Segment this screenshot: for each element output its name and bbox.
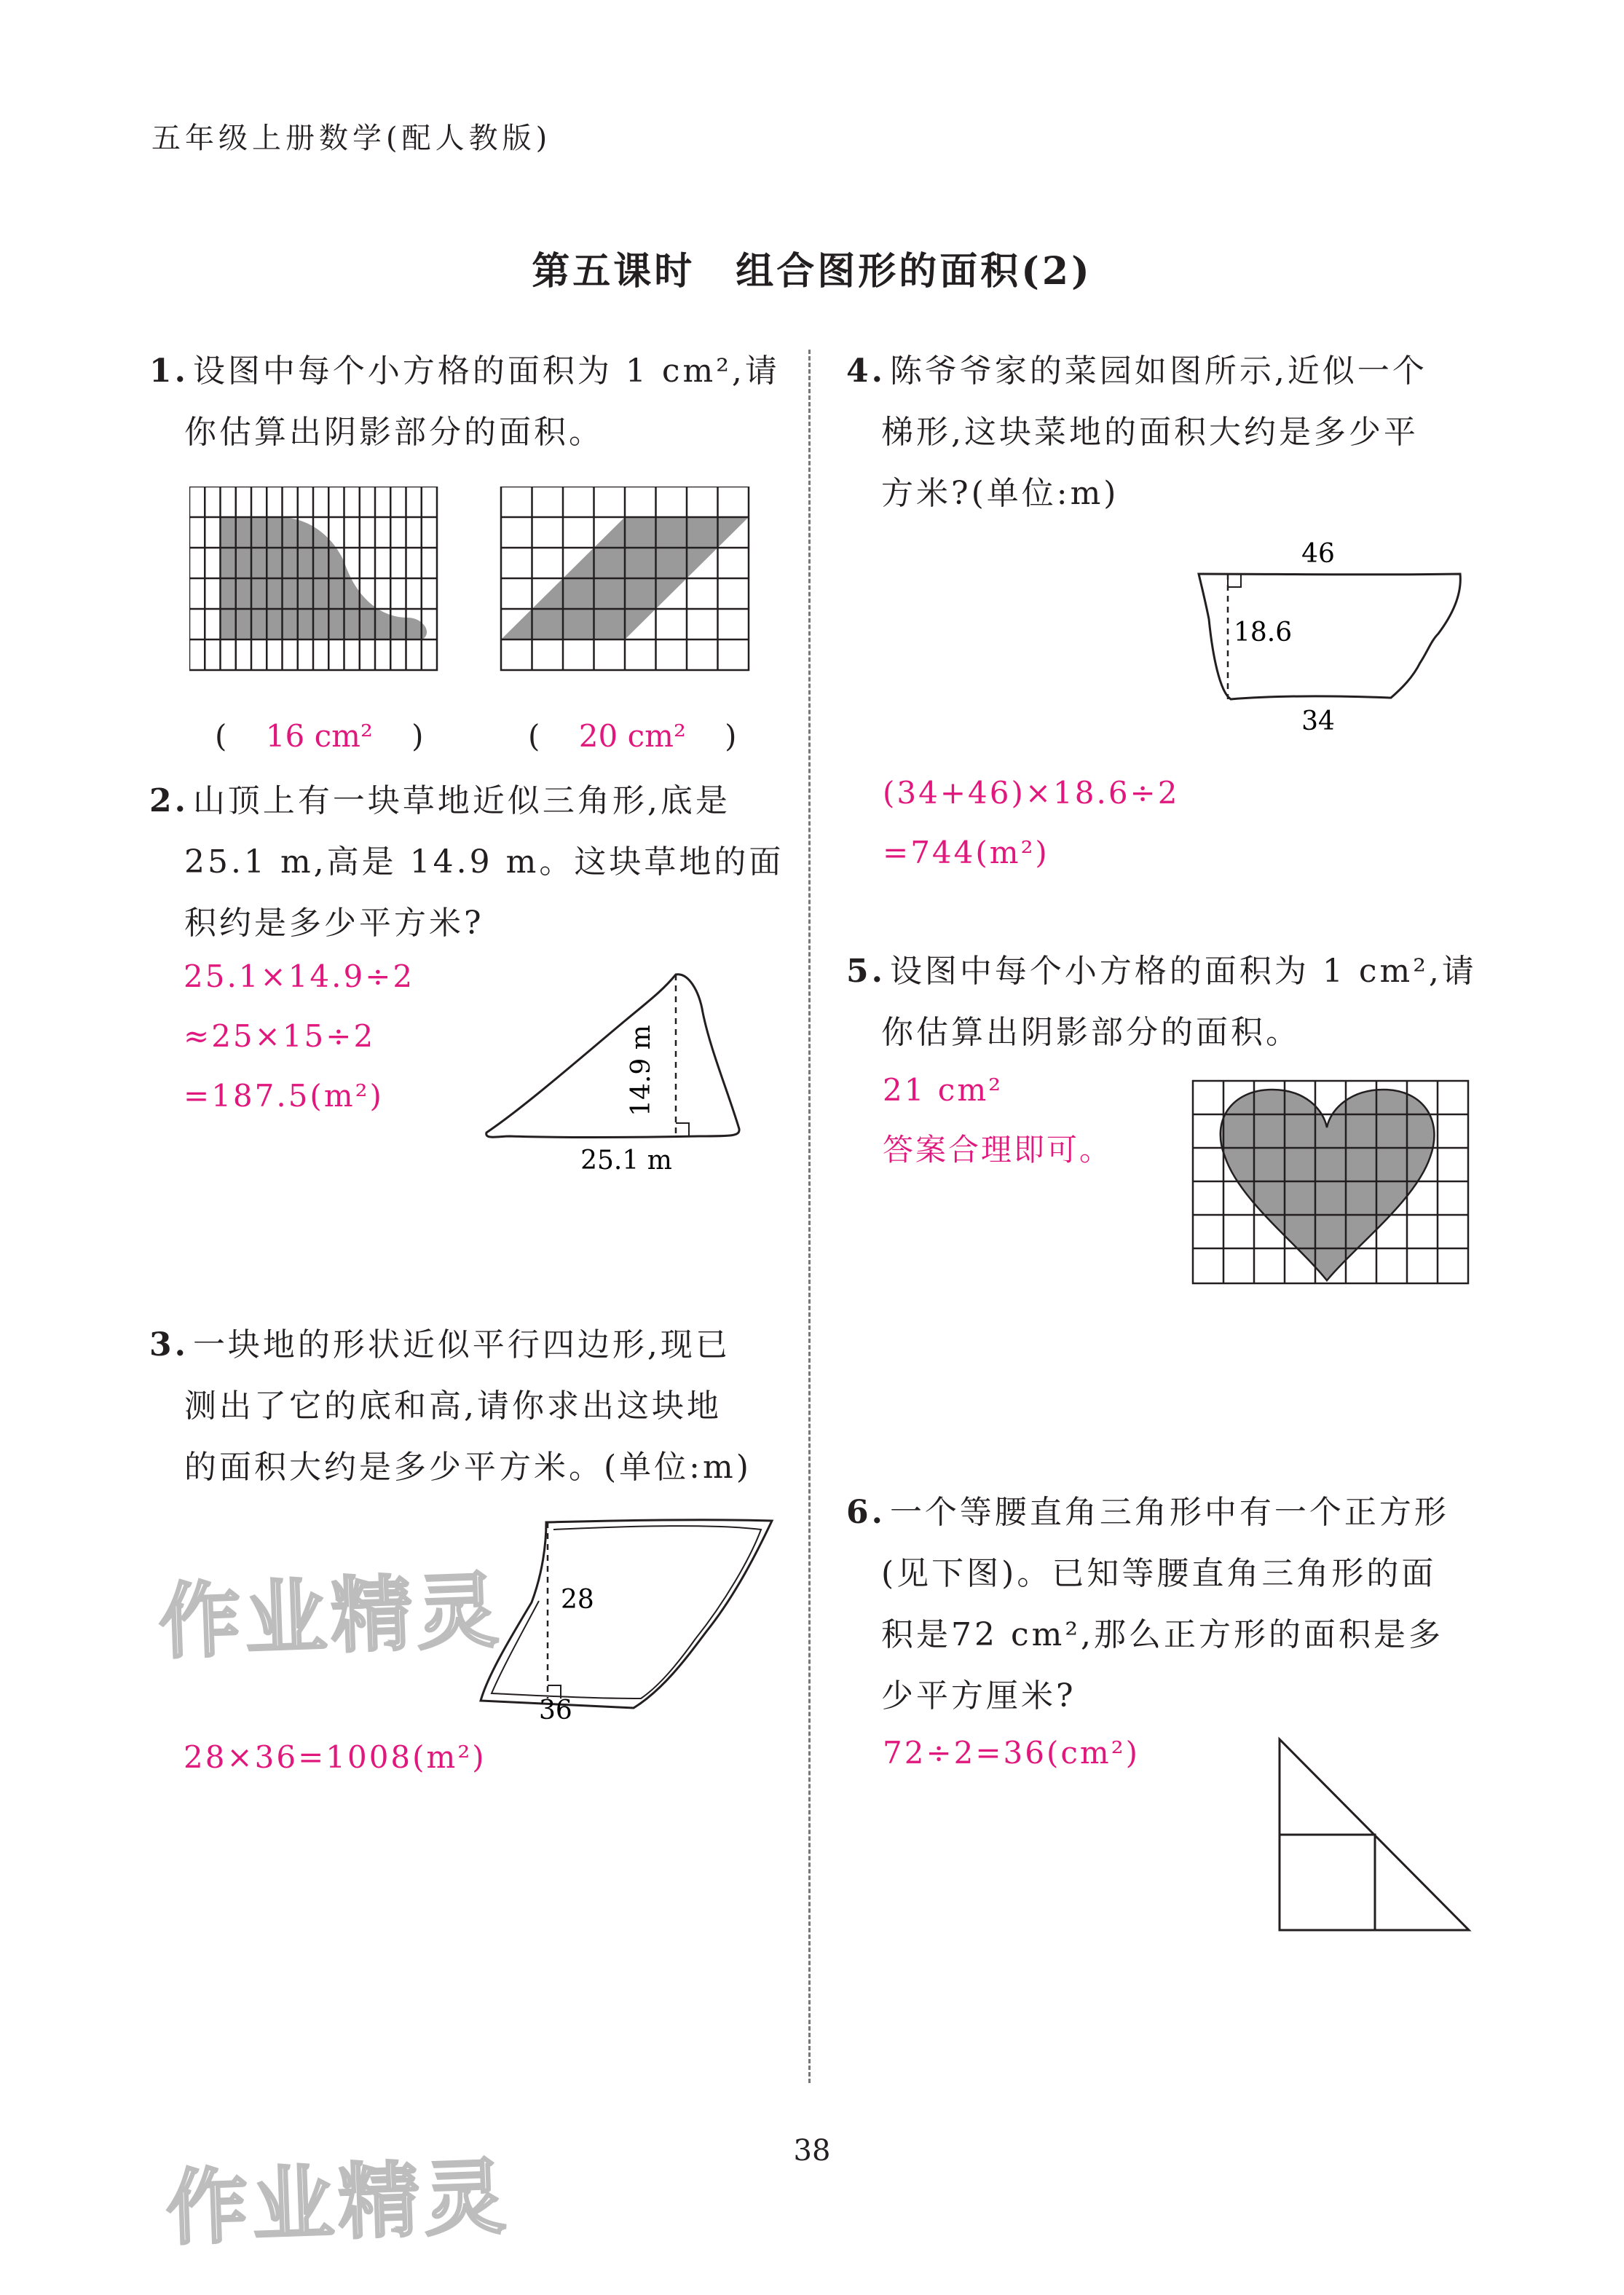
- heart-grid-figure-q5: [1189, 1076, 1473, 1288]
- triangle-square-figure-q6: [1271, 1733, 1482, 1937]
- triangle-figure-q2: [481, 961, 757, 1180]
- question-number: 5.: [846, 953, 886, 990]
- grid-figure-a: [189, 487, 437, 670]
- bottom-label: 34: [1301, 706, 1335, 736]
- question-text: 少平方厘米?: [881, 1677, 1076, 1715]
- answer-q6: 72÷2=36(cm²): [883, 1735, 1140, 1771]
- question-text: 一个等腰直角三角形中有一个正方形: [889, 1494, 1449, 1531]
- question-text: 你估算出阴影部分的面积。: [184, 414, 604, 451]
- grid-figure-b: [501, 487, 749, 670]
- question-text: 设图中每个小方格的面积为 1 cm²,请: [889, 953, 1477, 990]
- book-header: 五年级上册数学(配人教版): [151, 122, 552, 155]
- answer-q4: [883, 763, 1179, 883]
- page-number: 38: [793, 2134, 831, 2168]
- answer-blank-b: ( 20 cm² ): [528, 718, 737, 754]
- watermark-top: 作业精灵: [157, 1563, 505, 1671]
- base-label: 25.1 m: [580, 1146, 672, 1176]
- answer-line: 21 cm²: [883, 1072, 1003, 1108]
- question-text: 25.1 m,高是 14.9 m。这块草地的面: [184, 843, 784, 881]
- question-6: [846, 1482, 1487, 1727]
- question-number: 2.: [149, 782, 189, 819]
- answer-q1-a: 16 cm²: [265, 718, 373, 754]
- question-4: [846, 341, 1487, 524]
- question-text: 山顶上有一块草地近似三角形,底是: [192, 782, 730, 819]
- answer-line: (34+46)×18.6÷2: [883, 775, 1180, 811]
- answer-q1-b: 20 cm²: [578, 718, 686, 754]
- question-text: 一块地的形状近似平行四边形,现已: [192, 1326, 730, 1363]
- height-label: 14.9 m: [626, 1025, 656, 1117]
- question-text: 梯形,这块菜地的面积大约是多少平: [881, 414, 1419, 451]
- question-text: 设图中每个小方格的面积为 1 cm²,请: [192, 353, 780, 390]
- watermark-bottom: 作业精灵: [165, 2149, 512, 2257]
- question-number: 1.: [149, 353, 189, 390]
- column-divider: [808, 350, 811, 2083]
- answer-q5: [883, 1060, 1112, 1180]
- answer-blank-a: ( 16 cm² ): [215, 718, 424, 754]
- question-text: (见下图)。已知等腰直角三角形的面: [881, 1555, 1437, 1592]
- top-label: 46: [1301, 539, 1335, 569]
- question-text: 积约是多少平方米?: [184, 905, 484, 942]
- answer-line: ≈25×15÷2: [184, 1018, 376, 1054]
- grid-figures-q1: [189, 487, 787, 683]
- question-5: [846, 941, 1487, 1063]
- heart-shape: [1221, 1090, 1435, 1280]
- answer-line: =187.5(m²): [184, 1078, 384, 1114]
- question-text: 积是72 cm²,那么正方形的面积是多: [881, 1616, 1443, 1653]
- answer-line: 答案合理即可。: [883, 1132, 1113, 1168]
- height-label: 28: [561, 1585, 594, 1615]
- question-1: [149, 341, 790, 463]
- question-2: [149, 771, 790, 954]
- question-text: 你估算出阴影部分的面积。: [881, 1014, 1301, 1051]
- inner-square: [1280, 1835, 1375, 1930]
- question-number: 3.: [149, 1326, 189, 1363]
- question-text: 方米?(单位:m): [881, 475, 1119, 512]
- question-text: 的面积大约是多少平方米。(单位:m): [184, 1449, 752, 1486]
- question-3: [149, 1315, 790, 1498]
- question-number: 6.: [846, 1494, 886, 1531]
- base-label: 36: [539, 1696, 572, 1725]
- trapezoid-figure-q4: [1187, 532, 1478, 743]
- question-number: 4.: [846, 353, 886, 390]
- question-text: 陈爷爷家的菜园如图所示,近似一个: [889, 353, 1427, 390]
- answer-q2: [184, 947, 414, 1126]
- page-title: 第五课时 组合图形的面积(2): [532, 249, 1092, 294]
- height-label: 18.6: [1234, 618, 1293, 647]
- answer-line: =744(m²): [883, 835, 1049, 870]
- parallelogram-figure-q3: [466, 1508, 787, 1726]
- question-text: 测出了它的底和高,请你求出这块地: [184, 1387, 722, 1425]
- answer-q3: 28×36=1008(m²): [184, 1739, 486, 1775]
- answer-line: 25.1×14.9÷2: [184, 958, 415, 994]
